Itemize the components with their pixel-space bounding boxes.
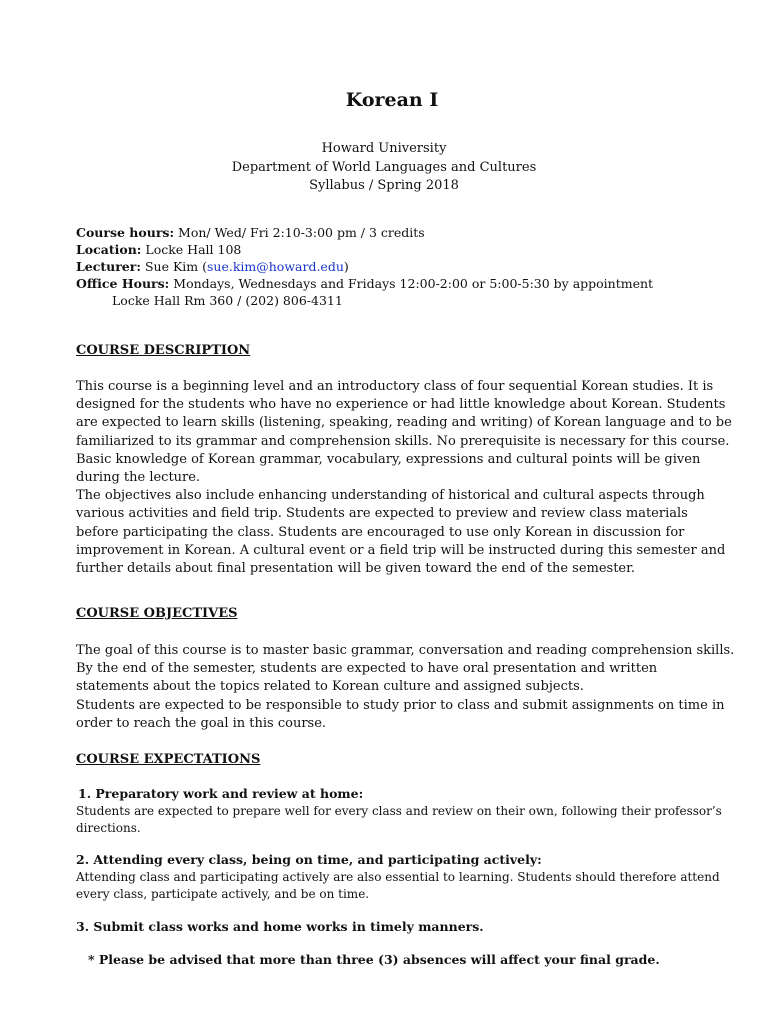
expectation-line: Students are expected to prepare well for every class and review on their own, following their professor’s bbox=[76, 804, 722, 818]
lecturer-close: ) bbox=[343, 259, 349, 274]
course-objectives-heading: COURSE OBJECTIVES bbox=[76, 606, 238, 621]
expectation-item-2-title: 2. Attending every class, being on time, and participating actively: bbox=[76, 852, 542, 867]
description-line: familiarized to its grammar and comprehension skills. No prerequisite is necessary for this course. bbox=[76, 433, 730, 449]
course-description-heading: COURSE DESCRIPTION bbox=[76, 343, 251, 358]
absence-note bbox=[88, 952, 660, 967]
expectation-item-1-title: 1. Preparatory work and review at home: bbox=[78, 786, 364, 801]
lecturer-name: Sue Kim ( bbox=[144, 259, 207, 274]
location-label: Location: bbox=[76, 242, 142, 257]
description-line: are expected to learn skills (listening, speaking, reading and writing) of Korean language and to be bbox=[76, 415, 732, 431]
course-hours bbox=[76, 224, 425, 241]
description-line: Basic knowledge of Korean grammar, vocabulary, expressions and cultural points will be given bbox=[76, 451, 701, 467]
description-line: various activities and field trip. Students are expected to preview and review class materials bbox=[76, 506, 688, 522]
expectation-line: every class, participate actively, and be on time. bbox=[76, 886, 370, 901]
description-line: before participating the class. Students are encouraged to use only Korean in discussion for bbox=[76, 524, 685, 540]
lecturer-label: Lecturer: bbox=[76, 259, 141, 274]
office-hours-label: Office Hours: bbox=[76, 276, 170, 291]
lecturer-email-link[interactable]: sue.kim@howard.edu bbox=[206, 259, 344, 274]
expectation-item-1-text bbox=[76, 803, 722, 836]
objectives-line: Students are expected to be responsible to study prior to class and submit assignments on time in bbox=[76, 697, 725, 713]
description-line: This course is a beginning level and an introductory class of four sequential Korean studies. It is bbox=[76, 379, 714, 394]
description-line: improvement in Korean. A cultural event or a field trip will be instructed during this semester and bbox=[76, 542, 726, 558]
lecturer bbox=[76, 258, 349, 275]
course-objectives-text bbox=[76, 642, 735, 733]
location bbox=[76, 241, 241, 258]
expectation-line: directions. bbox=[76, 820, 141, 835]
objectives-line: statements about the topics related to Korean culture and assigned subjects. bbox=[76, 679, 584, 695]
office-room: Locke Hall Rm 360 / (202) 806-4311 bbox=[112, 293, 343, 308]
absence-note-text: * Please be advised that more than three (3) absences will affect your final grade. bbox=[88, 952, 660, 967]
expectation-item-3-title: 3. Submit class works and home works in timely manners. bbox=[76, 919, 484, 934]
office-hours bbox=[76, 275, 653, 292]
description-line: during the lecture. bbox=[76, 470, 201, 486]
university-name: Howard University bbox=[321, 141, 447, 156]
objectives-line: The goal of this course is to master basic grammar, conversation and reading comprehension skills. bbox=[76, 643, 735, 658]
office-hours-value: Mondays, Wednesdays and Fridays 12:00-2:00 or 5:00-5:30 by appointment bbox=[173, 276, 654, 291]
course-expectations-heading: COURSE EXPECTATIONS bbox=[76, 752, 261, 767]
course-hours-label: Course hours: bbox=[76, 225, 175, 240]
objectives-line: order to reach the goal in this course. bbox=[76, 715, 327, 731]
location-value: Locke Hall 108 bbox=[145, 242, 242, 257]
syllabus-term: Syllabus / Spring 2018 bbox=[309, 178, 459, 193]
document-title: Korean I bbox=[345, 89, 439, 111]
objectives-line: By the end of the semester, students are expected to have oral presentation and written bbox=[76, 661, 658, 677]
course-description-text bbox=[76, 378, 732, 578]
expectation-line: Attending class and participating actively are also essential to learning. Students should therefore attend bbox=[76, 870, 720, 884]
department-name: Department of World Languages and Cultures bbox=[231, 160, 537, 175]
description-line: The objectives also include enhancing understanding of historical and cultural aspects through bbox=[76, 488, 705, 504]
course-hours-value: Mon/ Wed/ Fri 2:10-3:00 pm / 3 credits bbox=[178, 225, 425, 240]
description-line: further details about final presentation will be given toward the end of the semester. bbox=[76, 561, 636, 577]
expectation-item-2-text bbox=[76, 869, 720, 902]
description-line: designed for the students who have no experience or had little knowledge about Korean. Students bbox=[76, 397, 726, 413]
